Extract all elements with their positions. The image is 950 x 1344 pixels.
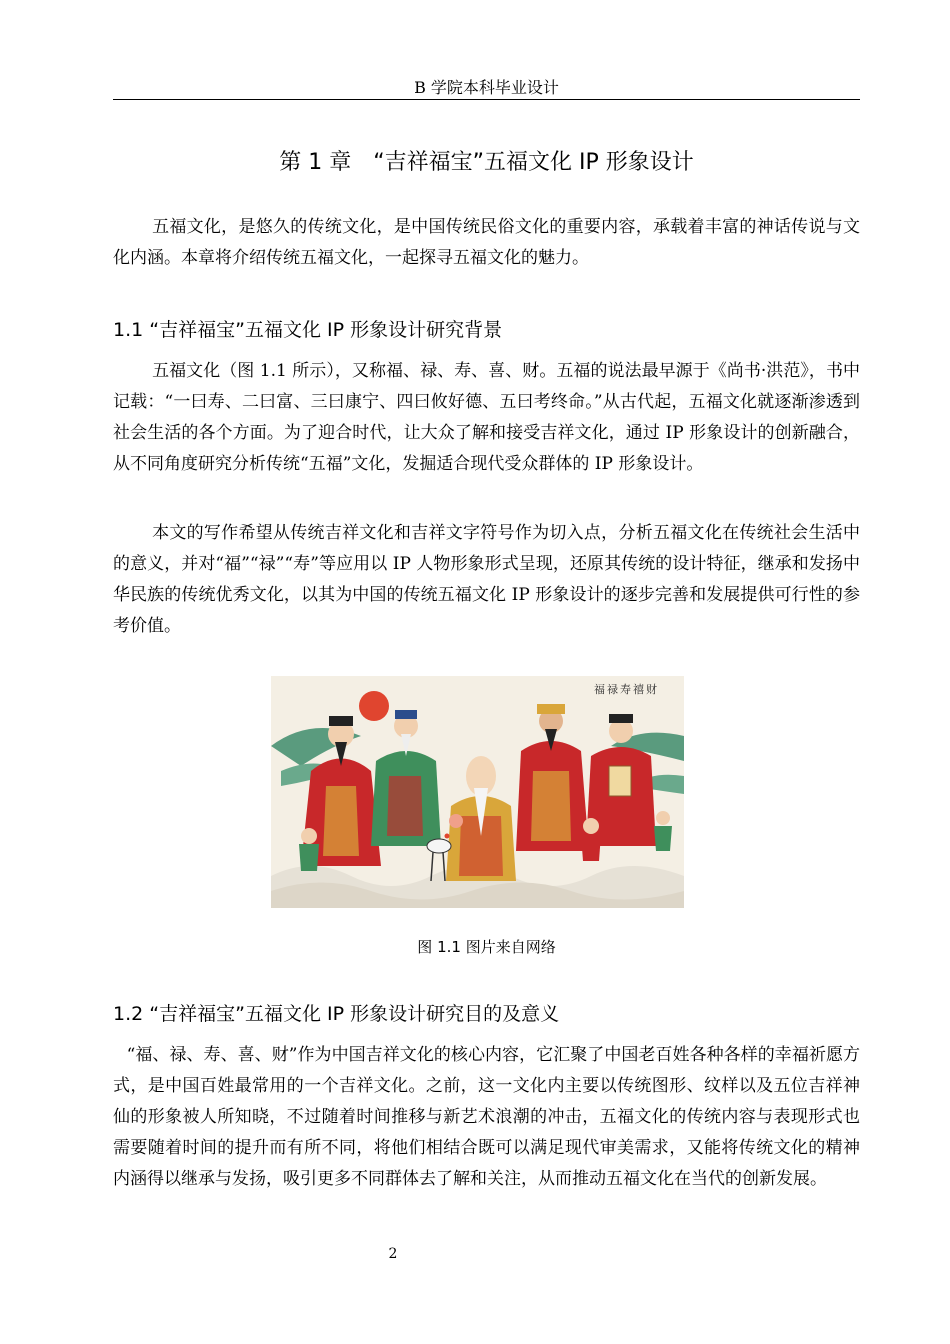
figure-inscription: 福禄寿禧财: [594, 683, 659, 696]
sun-disc: [359, 691, 389, 721]
section-1-1-paragraph-1: 五福文化（图 1.1 所示），又称福、禄、寿、喜、财。五福的说法最早源于《尚书·洪范》，书中记载：“一曰寿、二曰富、三曰康宁、四曰攸好德、五曰考终命。”从古代起，五福文化就逐渐渗透到社会生活的各个方面。为了迎合时代，让大众了解和接受吉祥文化，通过 IP 形象设计的创新融合，从不同角度研究分析传统“五福”文化，发掘适合现代受众群体的 IP 形象设计。: [113, 361, 860, 474]
section-1-2-title: 1.2 “吉祥福宝”五福文化 IP 形象设计研究目的及意义: [113, 1003, 560, 1025]
intro-paragraph: 五福文化，是悠久的传统文化，是中国传统民俗文化的重要内容，承载着丰富的神话传说与文化内涵。本章将介绍传统五福文化，一起探寻五福文化的魅力。: [113, 217, 860, 268]
page-number: 2: [388, 1246, 398, 1262]
figure-caption: 图 1.1 图片来自网络: [417, 938, 556, 956]
section-1-1-title: 1.1 “吉祥福宝”五福文化 IP 形象设计研究背景: [113, 319, 503, 341]
running-header: B 学院本科毕业设计: [414, 78, 559, 97]
section-1-2-paragraph-1: “福、禄、寿、喜、财”作为中国吉祥文化的核心内容，它汇聚了中国老百姓各种各样的幸福祈愿方式，是中国百姓最常用的一个吉祥文化。之前，这一文化内主要以传统图形、纹样以及五位吉祥神仙的形象被人所知晓，不过随着时间推移与新艺术浪潮的冲击，五福文化的传统内容与表现形式也需要随着时间的提升而有所不同，将他们相结合既可以满足现代审美需求，又能将传统文化的精神内涵得以继承与发扬，吸引更多不同群体去了解和关注，从而推动五福文化在当代的创新发展。: [113, 1045, 860, 1189]
chapter-title: 第 1 章 “吉祥福宝”五福文化 IP 形象设计: [279, 150, 694, 175]
child-figure-left: [299, 828, 319, 871]
header-rule: [113, 99, 860, 100]
five-blessings-illustration: [271, 676, 684, 908]
section-1-1-paragraph-2: 本文的写作希望从传统吉祥文化和吉祥文字符号作为切入点，分析五福文化在传统社会生活中的意义，并对“福”“禄”“寿”等应用以 IP 人物形象形式呈现，还原其传统的设计特征，继承和发扬中华民族的传统优秀文化，以其为中国的传统五福文化 IP 形象设计的逐步完善和发展提供可行性的参考价值。: [113, 523, 860, 636]
